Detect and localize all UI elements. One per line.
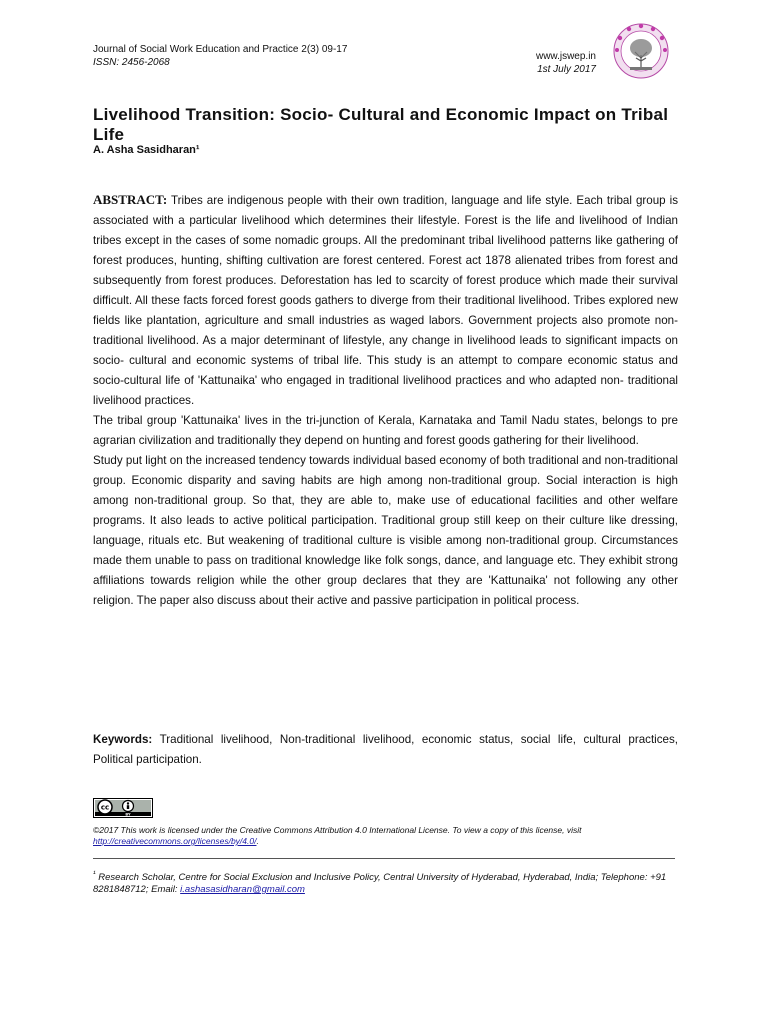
- cc-badge-label: BY: [125, 812, 131, 817]
- journal-name: Journal of Social Work Education and Practice 2(3) 09-17: [93, 44, 348, 55]
- abstract-paragraph: [93, 190, 678, 411]
- svg-text:cc: cc: [100, 803, 110, 812]
- footnote-divider: [93, 858, 675, 859]
- license-notice: ©2017 This work is licensed under the Creative Commons Attribution 4.0 International License. To view a copy of this license, visit http://creativecommons.org/licenses/by/4.0/.: [93, 825, 582, 846]
- abstract-paragraph: Study put light on the increased tendency towards individual based economy of both traditional and non-traditional group. Economic disparity and saving habits are high among non-traditional group. Social interaction is high among non-traditional group. So that, they are able to, make use of educational facilities and other welfare programs. It also leads to active political participation. Traditional group still keep on their culture like dressing, language, rituals etc. But weakening of traditional culture is visible among non-traditional group. Circumstances made them unable to pass on traditional knowledge like folk songs, dance, and language etc. They exhibit strong affiliations towards religion while the other group declares that they are 'Kattunaika' not following any other religion. The paper also discuss about their active and passive participation in political process.: [93, 454, 678, 607]
- abstract-label: ABSTRACT:: [93, 192, 168, 207]
- license-text: ©2017 This work is licensed under the Creative Commons Attribution 4.0 International License. To view a copy of this license, visit: [93, 825, 582, 835]
- journal-header: [93, 43, 347, 69]
- issn: ISSN: 2456-2068: [93, 57, 170, 68]
- keywords-text: Traditional livelihood, Non-traditional livelihood, economic status, social life, cultural practices, Political participation.: [93, 733, 679, 766]
- paper-title: Livelihood Transition: Socio- Cultural and Economic Impact on Tribal Life: [93, 105, 669, 144]
- cc-by-badge-icon[interactable]: [93, 798, 153, 818]
- license-link[interactable]: http://creativecommons.org/licenses/by/4.0/: [93, 836, 257, 846]
- footnote-text: Research Scholar, Centre for Social Exclusion and Inclusive Policy, Central University of Hyderabad, Hyderabad, India; Telephone: +91 8281848712; Email:: [93, 872, 667, 896]
- journal-site-info: [500, 50, 596, 76]
- publication-date: 1st July 2017: [537, 64, 596, 75]
- journal-seal-icon: [612, 22, 670, 80]
- author-name: A. Asha Sasidharan¹: [93, 144, 200, 156]
- abstract-text: Tribes are indigenous people with their own tradition, language and life style. Each tribal group is associated with a particular livelihood which determines their lifestyle. Forest is the life and livelihood of Indian tribes except in the cases of some nomadic groups. All the predominant tribal livelihood patterns like gathering of forest produces, hunting, shifting cultivation are forest centered. Forest act 1878 alienated tribes from forest and subsequently from forest produces. Deforestation has led to scarcity of forest produce which made their survival difficult. All these facts forced forest goods gathers to diverge from their traditional livelihood. Tribes explored new fields like plantation, agriculture and small industries as waged labors. Government projects also promote non-traditional livelihood. As a major determinant of lifestyle, any change in livelihood leads to significant impacts on socio- cultural and economic systems of tribal life. This study is an attempt to compare economic status and socio-cultural life of 'Kattunaika' who engaged in traditional livelihood practices and who adapted non- traditional livelihood practices.: [93, 194, 678, 407]
- abstract: [93, 190, 678, 611]
- keywords-label: Keywords:: [93, 733, 153, 746]
- footnote-marker: ¹: [93, 869, 96, 878]
- website-link[interactable]: www.jswep.in: [535, 51, 596, 62]
- abstract-paragraph: The tribal group 'Kattunaika' lives in the tri-junction of Kerala, Karnataka and Tamil Nadu states, belongs to pre agrarian civilization and traditionally they depend on hunting and forest goods gathering for their livelihood.: [93, 414, 678, 447]
- keywords: [93, 730, 678, 770]
- footnote: [93, 868, 678, 896]
- author-email-link[interactable]: i.ashasasidharan@gmail.com: [180, 884, 305, 896]
